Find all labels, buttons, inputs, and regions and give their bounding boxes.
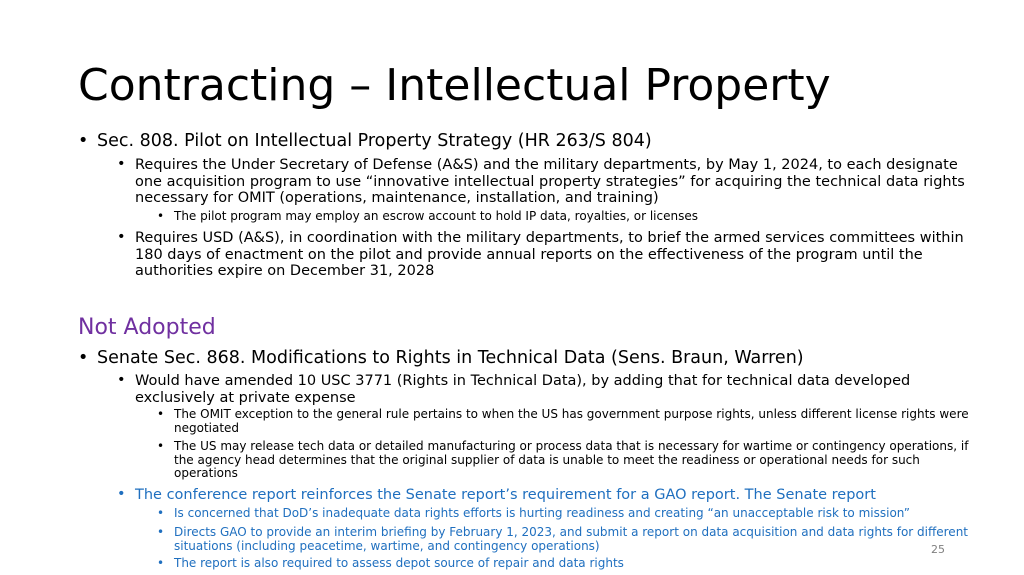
bullet-conference-report: [117, 487, 982, 504]
bullet-text: The pilot program may employ an escrow account to hold IP data, royalties, or licenses: [174, 209, 698, 223]
bullet-depot-repair: [157, 557, 972, 571]
bullet-icon: •: [117, 486, 126, 502]
bullet-gao-briefing: [157, 526, 972, 553]
bullet-icon: •: [157, 209, 165, 223]
bullet-text: The US may release tech data or detailed manufacturing or process data that is necessary for wartime or contingency operations, if the agency head determines that the original supplier of data is unable to meet the readiness or operational needs for such operations: [174, 439, 969, 480]
bullet-icon: •: [78, 131, 89, 151]
bullet-text: Senate Sec. 868. Modifications to Rights in Technical Data (Sens. Braun, Warren): [97, 348, 804, 368]
slide-title: Contracting – Intellectual Property: [78, 60, 831, 111]
bullet-text: Directs GAO to provide an interim briefing by February 1, 2023, and submit a report on data acquisition and data rights for different situations (including peacetime, wartime, and contingency operations): [174, 525, 968, 553]
bullet-text: The conference report reinforces the Senate report’s requirement for a GAO report. The Senate report: [135, 487, 876, 503]
bullet-icon: •: [117, 372, 126, 388]
bullet-escrow: [157, 210, 972, 224]
bullet-icon: •: [157, 556, 165, 570]
bullet-amend-usc: [117, 373, 982, 406]
bullet-icon: •: [157, 439, 165, 453]
bullet-icon: •: [157, 525, 165, 539]
bullet-text: Requires the Under Secretary of Defense (A&S) and the military departments, by May 1, 2024, to each designate one acquisition program to use “innovative intellectual property strategies” for acquiring the technical data rights necessary for OMIT (operations, maintenance, installation, and training): [135, 157, 965, 206]
bullet-pilot-requirement: [117, 157, 982, 207]
bullet-briefing: [117, 230, 982, 280]
bullet-icon: •: [157, 506, 165, 520]
bullet-text: Is concerned that DoD’s inadequate data rights efforts is hurting readiness and creating “an unacceptable risk to mission”: [174, 506, 910, 520]
bullet-text: Would have amended 10 USC 3771 (Rights in Technical Data), by adding that for technical data developed exclusively at private expense: [135, 373, 911, 406]
page-number: 25: [931, 543, 945, 556]
bullet-sec-808: [78, 131, 652, 151]
bullet-icon: •: [157, 407, 165, 421]
bullet-readiness-concern: [157, 507, 972, 521]
bullet-text: The OMIT exception to the general rule pertains to when the US has government purpose rights, unless different license rights were negotiated: [174, 407, 969, 435]
bullet-text: Requires USD (A&S), in coordination with the military departments, to brief the armed services committees within 180 days of enactment on the pilot and provide annual reports on the effectiveness of the program until the authorities expire on December 31, 2028: [135, 230, 964, 279]
bullet-omit-exception: [157, 408, 972, 435]
bullet-icon: •: [78, 348, 89, 368]
not-adopted-heading: Not Adopted: [78, 315, 216, 340]
bullet-icon: •: [117, 229, 126, 245]
bullet-icon: •: [117, 156, 126, 172]
bullet-text: The report is also required to assess depot source of repair and data rights: [174, 556, 624, 570]
bullet-release-data: [157, 440, 972, 481]
bullet-text: Sec. 808. Pilot on Intellectual Property Strategy (HR 263/S 804): [97, 131, 652, 151]
bullet-senate-868: [78, 348, 804, 368]
